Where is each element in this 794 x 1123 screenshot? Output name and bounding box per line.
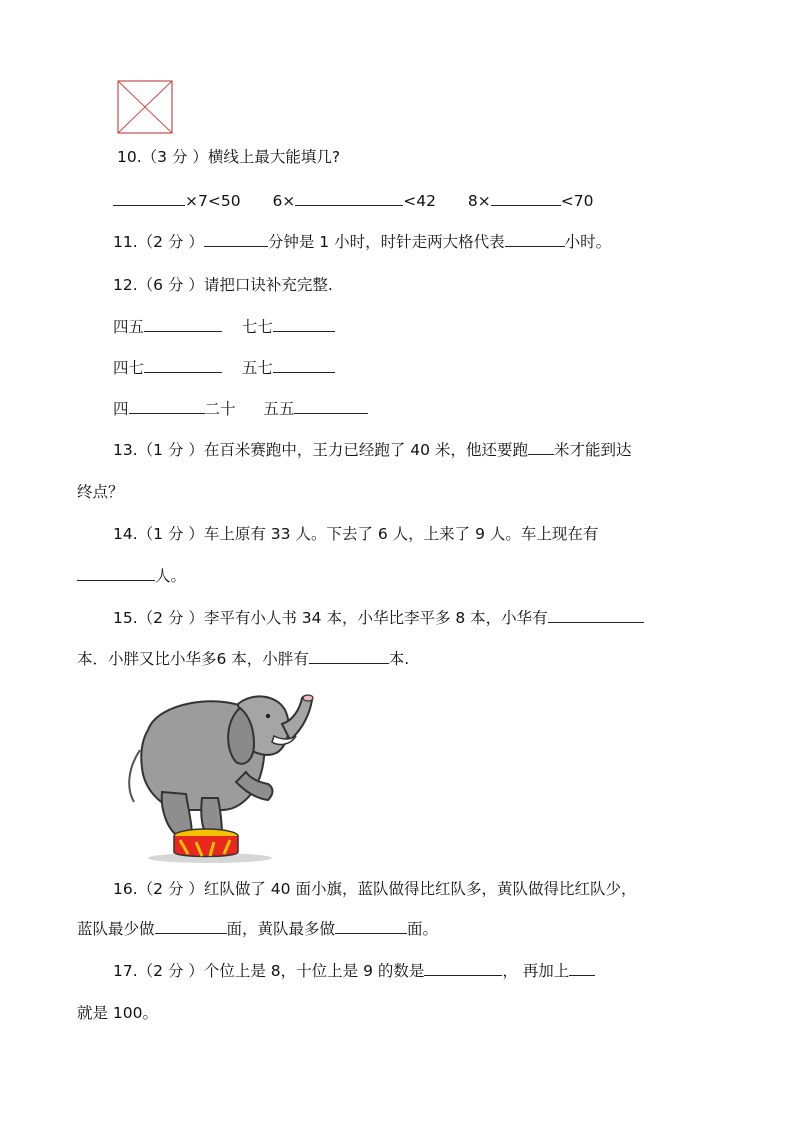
square-with-diagonals-icon: [117, 80, 173, 134]
answer-blank[interactable]: [294, 398, 368, 414]
answer-blank[interactable]: [295, 190, 403, 206]
answer-blank[interactable]: [273, 316, 335, 332]
question-13-line-1: 13.（1 分 ）在百米赛跑中，王力已经跑了 40 米，他还要跑 米才能到达: [113, 441, 632, 459]
answer-blank[interactable]: [273, 357, 335, 373]
answer-blank[interactable]: [309, 648, 389, 664]
question-17-line-1: 17.（2 分 ）个位上是 8，十位上是 9 的数是 ， 再加上: [113, 960, 595, 982]
answer-blank[interactable]: [335, 918, 407, 934]
answer-blank[interactable]: [424, 960, 502, 976]
question-16-line-2: 蓝队最少做 面，黄队最多做 面。: [77, 920, 439, 938]
question-11: 11.（2 分 ） 分钟是 1 小时，时针走两大格代表 小时。: [113, 233, 612, 251]
answer-blank[interactable]: [77, 565, 155, 581]
question-16-line-1: 16.（2 分 ）红队做了 40 面小旗，蓝队做得比红队多，黄队做得比红队少，: [113, 880, 637, 898]
answer-blank[interactable]: [129, 398, 205, 414]
question-12-row-3: 四 二十 五五: [113, 398, 368, 420]
answer-blank[interactable]: [569, 960, 595, 976]
question-12-row-1: 四五 七七: [113, 316, 335, 338]
answer-blank[interactable]: [144, 316, 222, 332]
answer-blank[interactable]: [528, 439, 554, 455]
question-14-line-2: 人。: [77, 565, 186, 587]
question-15-line-2: 本．小胖又比小华多6 本，小胖有 本.: [77, 650, 410, 668]
question-15-line-1: 15.（2 分 ）李平有小人书 34 本，小华比李平多 8 本，小华有: [113, 607, 644, 629]
question-13-line-2: 终点？: [77, 483, 124, 501]
question-10-prompt: 10.（3 分 ）横线上最大能填几?: [117, 148, 341, 166]
elephant-on-drum-image: [118, 690, 338, 865]
question-12-prompt: 12.（6 分 ）请把口诀补充完整.: [113, 276, 333, 294]
answer-blank[interactable]: [548, 607, 644, 623]
question-12-row-2: 四七 五七: [113, 357, 335, 379]
question-10-items: ×7<50 6× <42 8× <70: [113, 190, 593, 212]
question-17-line-2: 就是 100。: [77, 1004, 159, 1022]
question-14-line-1: 14.（1 分 ）车上原有 33 人。下去了 6 人，上来了 9 人。车上现在有: [113, 525, 599, 543]
answer-blank[interactable]: [155, 918, 227, 934]
answer-blank[interactable]: [505, 231, 565, 247]
answer-blank[interactable]: [144, 357, 222, 373]
answer-blank[interactable]: [491, 190, 561, 206]
answer-blank[interactable]: [113, 190, 185, 206]
answer-blank[interactable]: [204, 231, 268, 247]
